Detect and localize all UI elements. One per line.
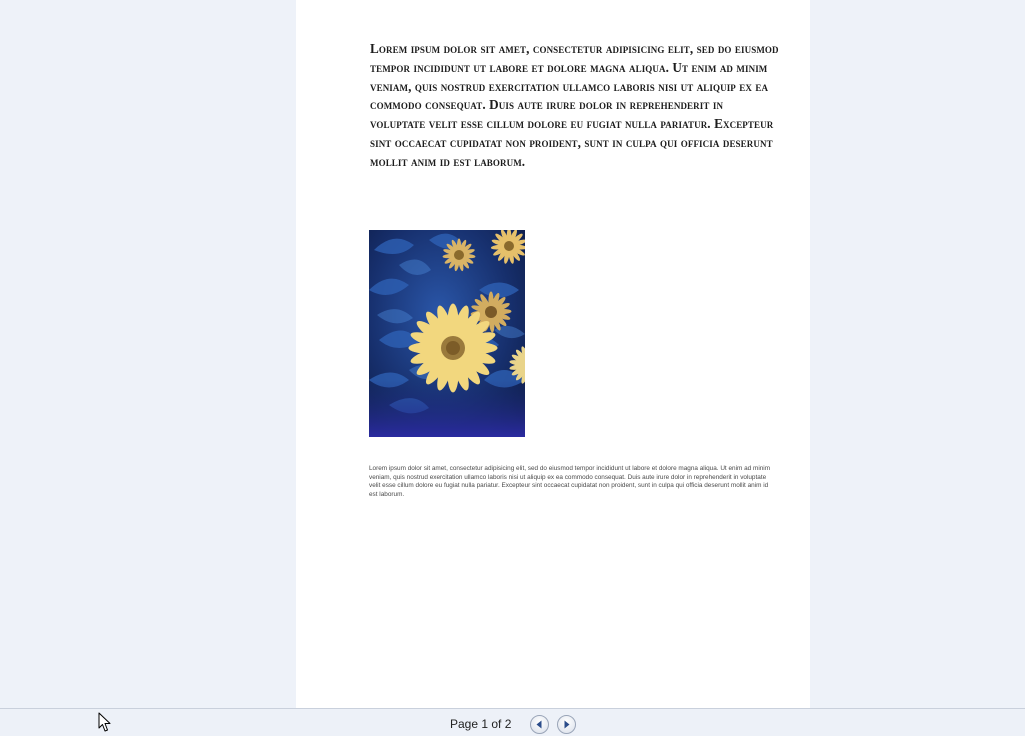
document-page [296, 0, 810, 708]
triangle-right-icon [558, 716, 575, 733]
triangle-left-icon [531, 716, 548, 733]
status-bar [0, 708, 1025, 736]
daisy-photo [369, 230, 525, 437]
heading-paragraph: Lorem ipsum dolor sit amet, consectetur adipisicing elit, sed do eiusmod tempor incididunt ut labore et dolore magna aliqua. Ut enim ad minim veniam, quis nostrud exercitation ullamco laboris nisi ut aliquip ex ea commodo consequat. Duis aute irure dolor in reprehenderit in voluptate velit esse cillum dolore eu fugiat nulla pariatur. Excepteur sint occaecat cupidatat non proident, sunt in culpa qui officia deserunt mollit anim id est laborum. [370, 41, 779, 169]
mouse-pointer-icon [98, 712, 112, 733]
page-indicator: Page 1 of 2 [450, 717, 512, 731]
next-page-button[interactable] [557, 715, 576, 734]
previous-page-button[interactable] [530, 715, 549, 734]
caption-paragraph: Lorem ipsum dolor sit amet, consectetur adipisicing elit, sed do eiusmod tempor incididunt ut labore et dolore magna aliqua. Ut enim ad minim veniam, quis nostrud exercitation ullamco laboris nisi ut aliquip ex ea commodo consequat. Duis aute irure dolor in reprehenderit in voluptate velit esse cillum dolore eu fugiat nulla pariatur. Excepteur sint occaecat cupidatat non proident, sunt in culpa qui officia deserunt mollit anim id est laborum. [369, 465, 771, 498]
